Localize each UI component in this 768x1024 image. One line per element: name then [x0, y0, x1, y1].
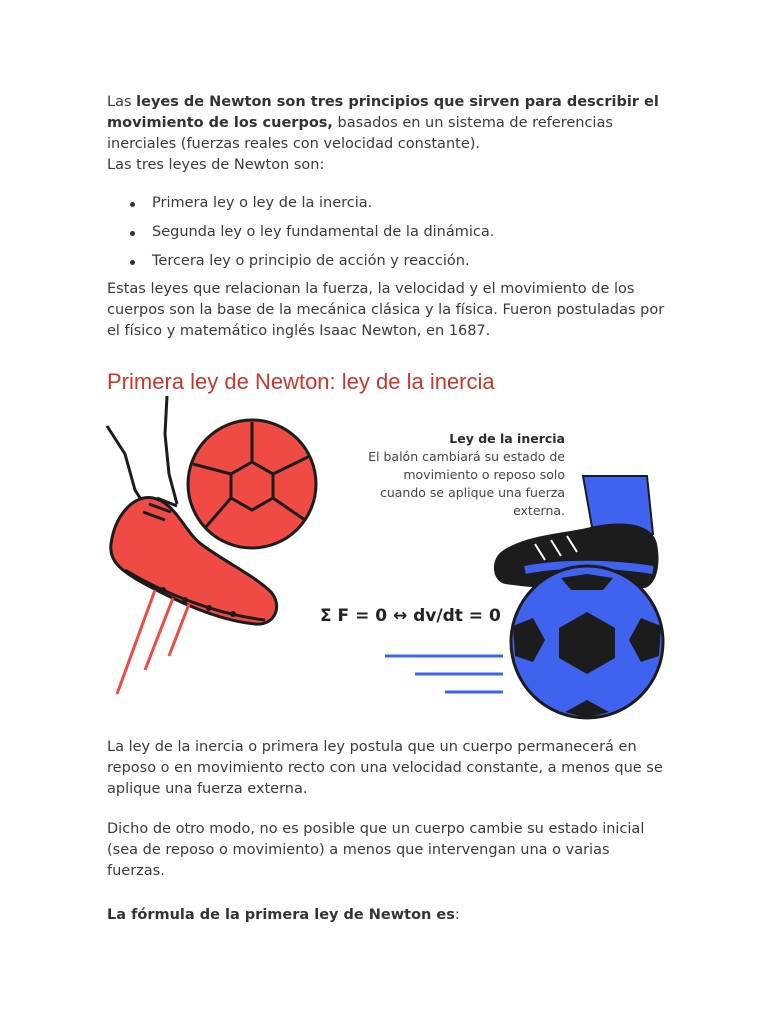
intro-bold: leyes de Newton son tres principios que sirven para describir el movimiento de los cuerpos,	[107, 94, 659, 131]
summary-paragraph: Estas leyes que relacionan la fuerza, la velocidad y el movimiento de los cuerpos son la base de la mecánica clásica y la física. Fueron postuladas por el físico y matemático inglés Isaac Newton, en 1687.	[107, 281, 665, 339]
intro-section	[107, 92, 667, 342]
figure-caption-title: Ley de la inercia	[449, 431, 565, 446]
laws-list	[107, 193, 667, 272]
section-title: Primera ley de Newton: ley de la inercia	[107, 369, 495, 394]
intro-paragraph	[107, 92, 667, 155]
figure-caption-line: externa.	[513, 503, 565, 518]
blue-ball-icon	[511, 566, 663, 718]
figure-caption-line: cuando se aplique una fuerza	[379, 485, 565, 500]
figure-caption-line: El balón cambiará su estado de	[368, 449, 565, 464]
figure-caption	[368, 430, 565, 520]
inertia-formula: Σ F = 0 ↔ dv/dt = 0	[320, 606, 501, 626]
intro-rest: basados en un sistema de referencias inerciales (fuerzas reales con velocidad constante).	[107, 115, 613, 152]
explanation-section	[107, 737, 667, 926]
list-item: Tercera ley o principio de acción y reacción.	[152, 251, 667, 272]
intro-line2: Las tres leyes de Newton son:	[107, 157, 325, 173]
paragraph-definition: La ley de la inercia o primera ley postula que un cuerpo permanecerá en reposo o en movimiento recto con una velocidad constante, a menos que se aplique una fuerza externa.	[107, 739, 663, 797]
inertia-figure	[105, 394, 665, 724]
intro-prefix: Las	[107, 94, 137, 110]
paragraph-restated: Dicho de otro modo, no es posible que un cuerpo cambie su estado inicial (sea de reposo o movimiento) a menos que intervengan una o varias fuerzas.	[107, 821, 645, 879]
red-ball-icon	[188, 420, 316, 548]
formula-intro-bold: La fórmula de la primera ley de Newton es	[107, 907, 455, 923]
figure-caption-line: movimiento o reposo solo	[403, 467, 565, 482]
formula-intro	[107, 905, 667, 926]
list-item: Segunda ley o ley fundamental de la dinámica.	[152, 222, 667, 243]
list-item: Primera ley o ley de la inercia.	[152, 193, 667, 214]
formula-intro-tail: :	[454, 907, 460, 923]
